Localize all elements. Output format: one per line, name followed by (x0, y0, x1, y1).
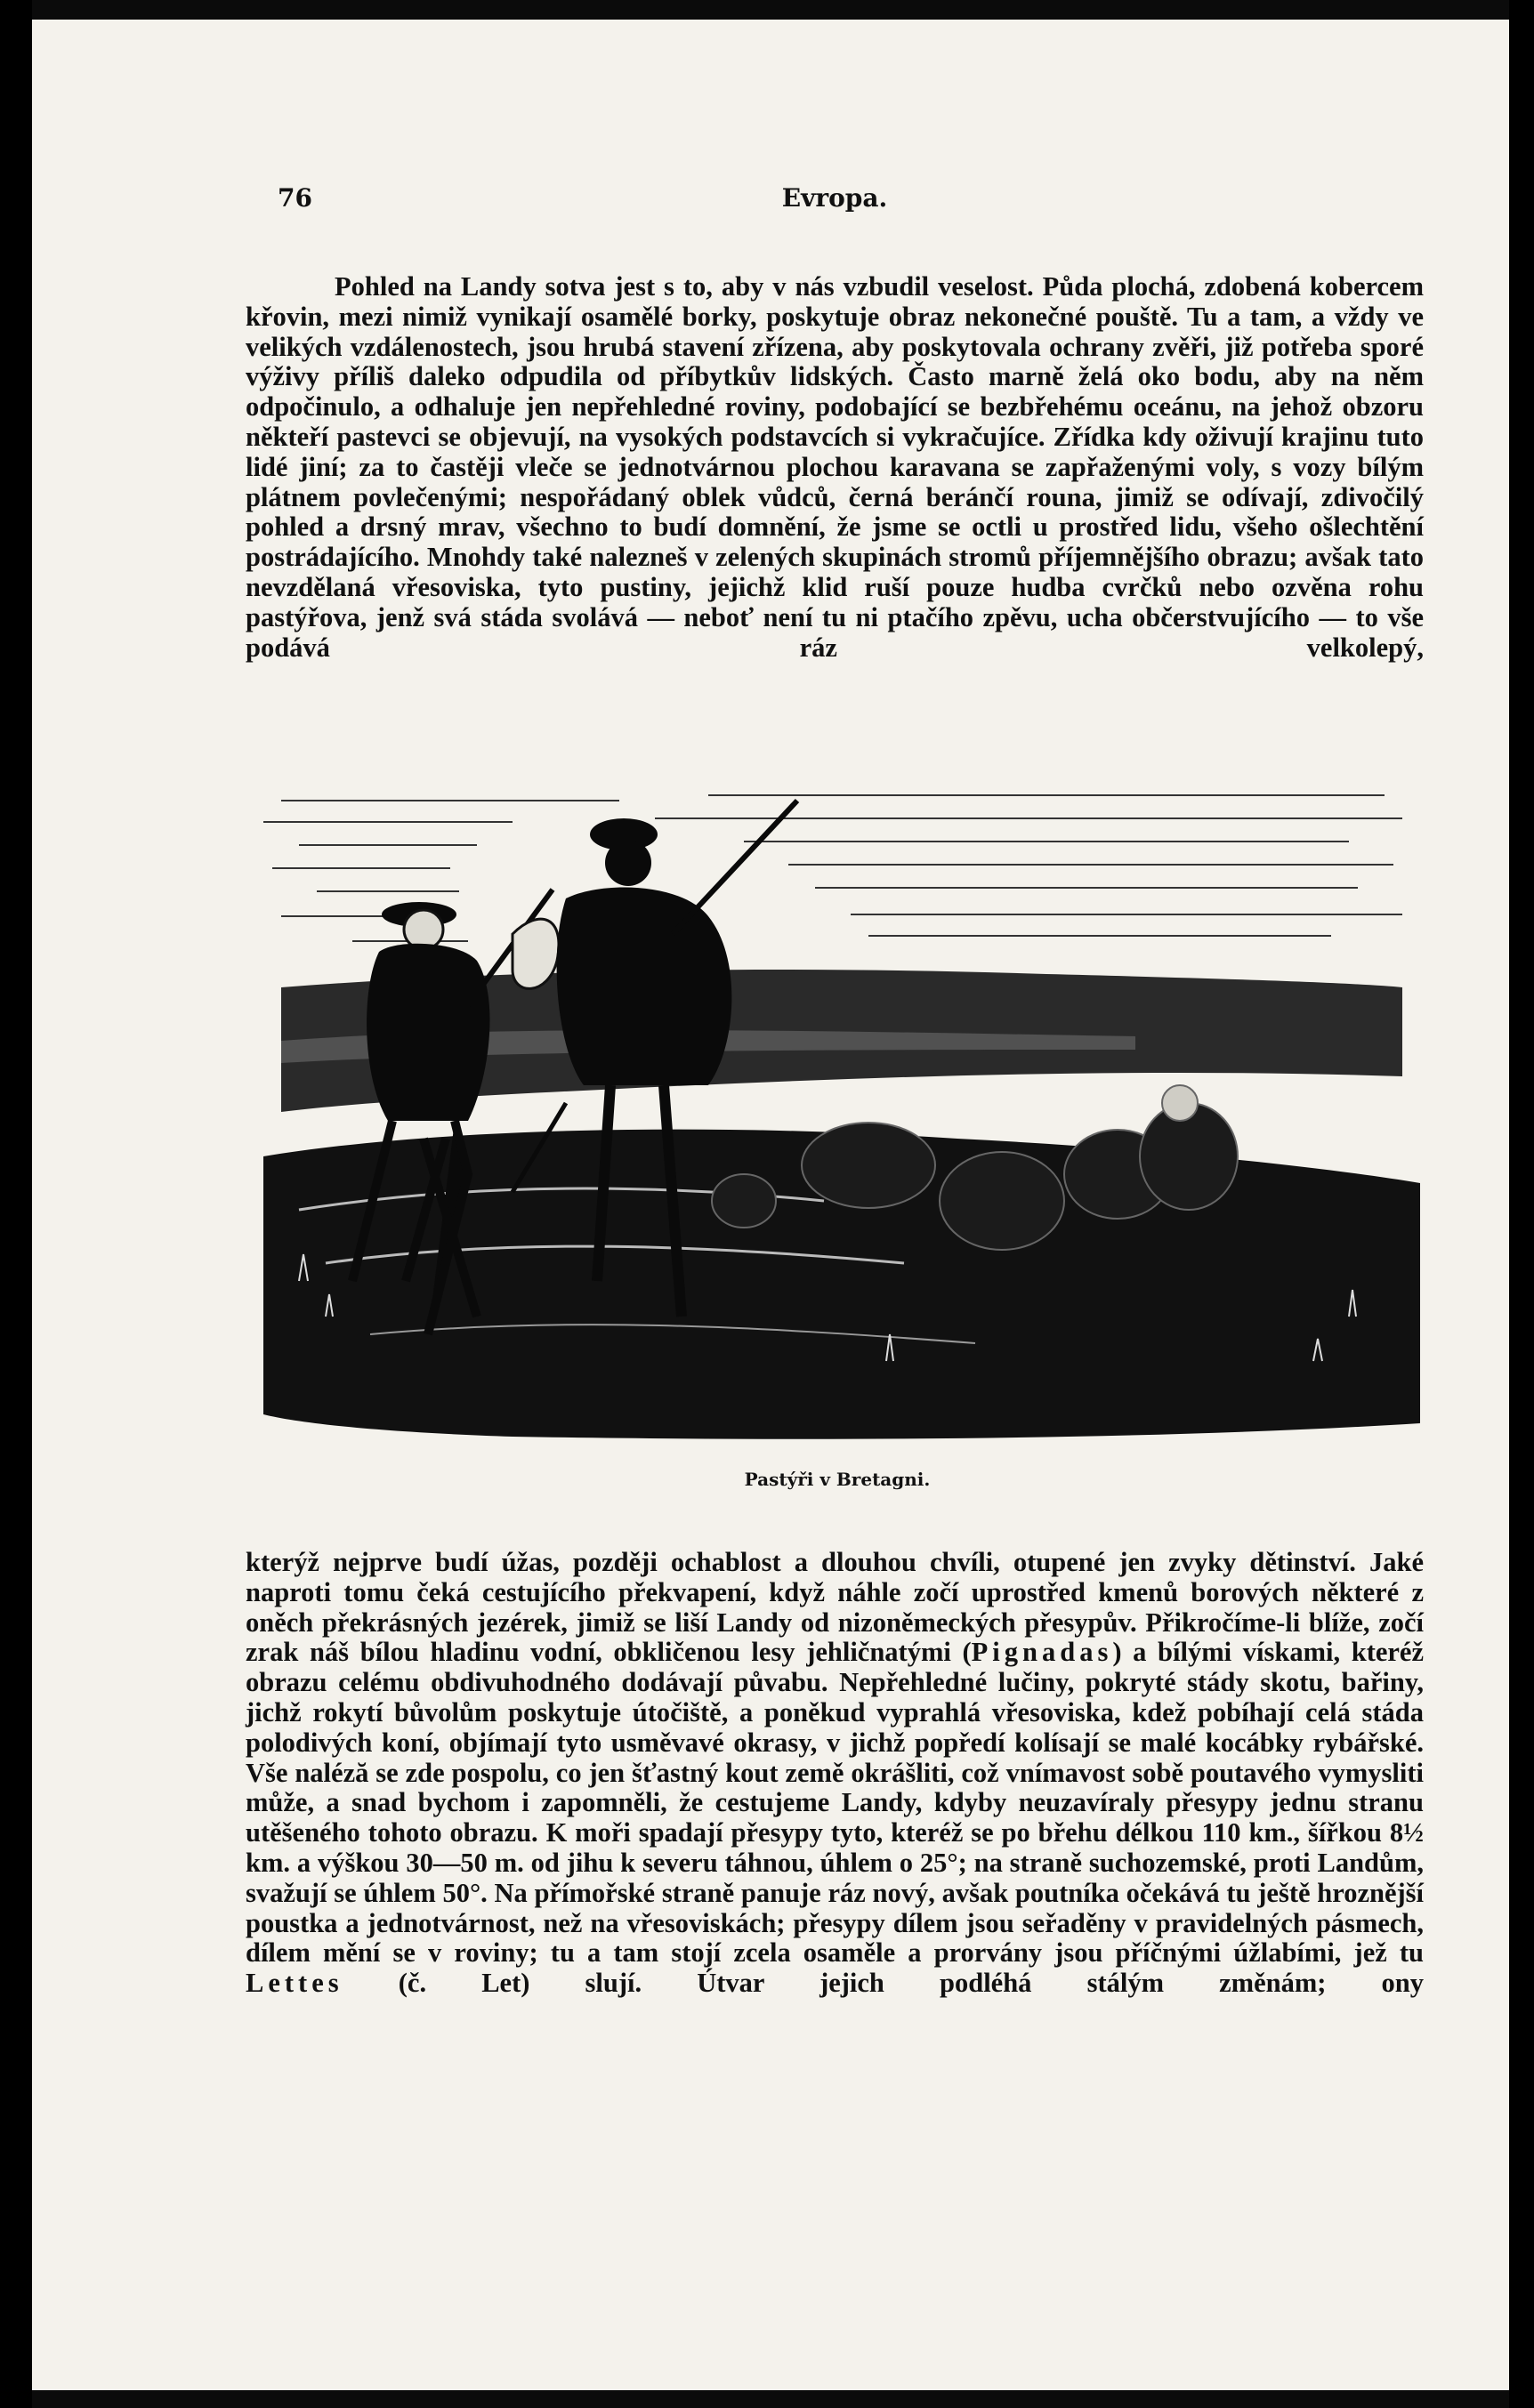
term-lettes: Lettes (246, 1968, 343, 1999)
term-pignadas: Pignadas (971, 1637, 1113, 1668)
paragraph-bottom-text-1: kterýž nejprve budí úžas, později ochablost a dlouhou chvíli, otupené jen zvyky dětinství. Jaké naproti tomu čeká cestujícího překvapení, když náhle zočí uprostřed kmenů borových některé z oněch překrásných jezérek, jimiž se liší Landy od nizoněmeckých přesypův. Přikročíme-li blíže, zočí zrak náš bílou hladinu vodní, obkličenou lesy jehličnatými ( (246, 1547, 1424, 1668)
figure-caption: Pastýři v Bretagni. (744, 1469, 931, 1490)
scan-border-right (1509, 0, 1534, 2408)
illustration-shepherds (246, 783, 1429, 1459)
paragraph-bottom (246, 1548, 1424, 1999)
page-number: 76 (278, 183, 312, 213)
paragraph-top-text: Pohled na Landy sotva jest s to, aby v nás vzbudil veselost. Půda plochá, zdobená kobercem křovin, mezi nimiž vynikají osamělé borky, poskytuje obraz nekonečné pouště. Tu a tam, a vždy ve velikých vzdálenostech, jsou hrubá stavení zřízena, aby poskytovala ochrany zvěři, již potřeba sporé výživy příliš daleko odpudila od příbytkův lidských. Často marně želá oko bodu, aby na něm odpočinulo, a odhaluje jen nepřehledné roviny, podobající se bezbřehému oceánu, na jehož obzoru někteří pastevci se objevují, na vysokých podstavcích si vykračujíce. Zřídka kdy oživují krajinu tuto lidé jiní; za to častěji vleče se jednotvárnou plochou karavana se zapřaženými voly, s vozy bílým plátnem povlečenými; nespořádaný oblek vůdců, černá beránčí rouna, jimiž se odívají, zdivočilý pohled a drsný mrav, všechno to budí domnění, že jsme se octli u prostřed lidu, všeho ošlechtění postrádajícího. Mnohdy také nalezneš v zelených skupinách stromů příjemnějšího obrazu; avšak tato nevzdělaná vřesoviska, tyto pustiny, jejichž klid ruší pouze hudba cvrčků nebo ozvěna rohu pastýřova, jenž svá stáda svolává — neboť není tu ni ptačího zpěvu, ucha občerstvujícího — to vše podává ráz velkolepý, (246, 271, 1424, 663)
paragraph-bottom-text-2: ) a bílými vískami, kteréž obrazu celému obdivuhodného dodávají půvabu. Nepřehledné lučiny, pokryté stády skotu, bařiny, jichž rokytí bůvolům poskytuje útočiště, a poněkud vyprahlá vřesoviska, kdež pobíhají celá stáda polodivých koní, objímají tyto usměvavé okrasy, v jichž popředí kolísají se malé kocábky rybářské. Vše naléză se zde pospolu, co jen šťastný kout země okrášliti, což vnímavost sobě poutavého vymysliti může, a snad bychom i zapomněli, že cestujeme Landy, kdyby neuzavíraly přesypy jednu stranu utěšeného tohoto obrazu. K moři spadají přesypy tyto, kteréž se po břehu délkou 110 km., šířkou 8½ km. a výškou 30—50 m. od jihu k severu táhnou, úhlem o 25°; na straně suchozemské, proti Landům, svažují se úhlem 50°. Na přímořské straně panuje ráz nový, avšak poutníka očekává tu ještě hroznější poustka a jednotvárnost, než na vřesoviskách; přesypy dílem jsou seřaděny v pravidelných pásmech, dílem mění se v roviny; tu a tam stojí zcela osaměle a prorvány jsou příčnými úžlabími, jež tu (246, 1637, 1425, 1969)
paragraph-top (246, 272, 1424, 663)
running-title: Evropa. (781, 183, 888, 213)
paragraph-bottom-text-3: (č. Let) slují. Útvar jejich podléhá stálým změnám; ony (343, 1968, 1424, 1999)
scan-border-left (0, 0, 32, 2408)
page-header (246, 183, 1424, 219)
